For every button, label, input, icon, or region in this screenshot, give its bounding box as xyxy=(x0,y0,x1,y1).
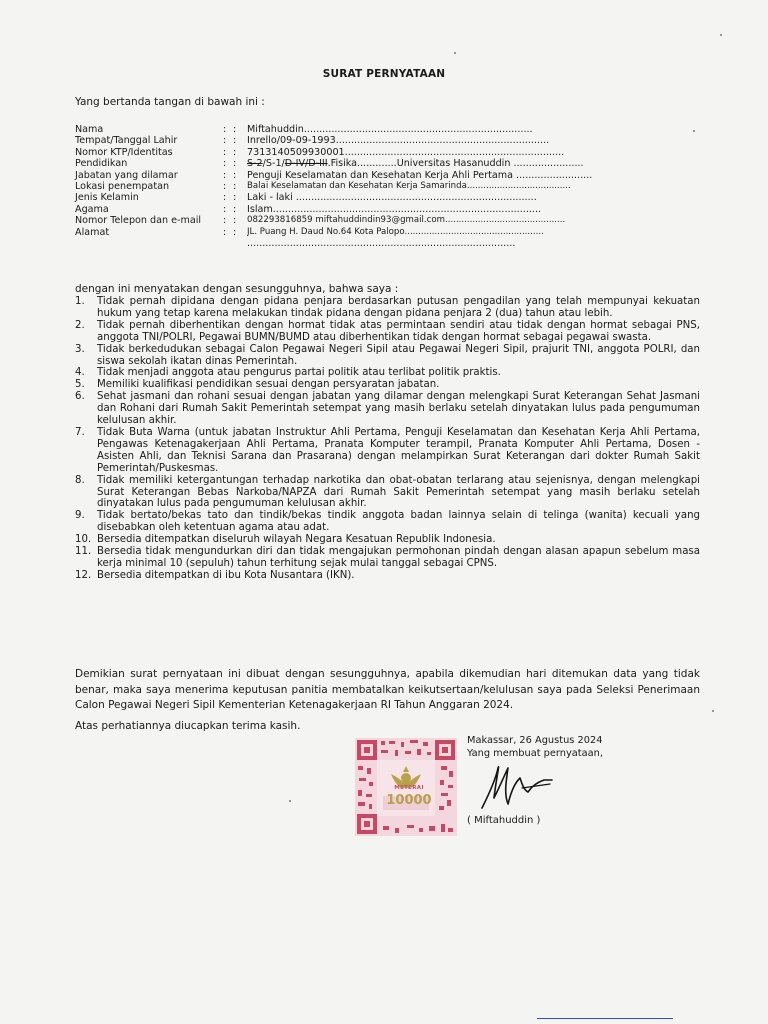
statement-intro: dengan ini menyatakan dengan sesungguhnya, bahwa saya : xyxy=(75,283,399,295)
colon-separator: : xyxy=(233,169,237,181)
maker-label: Yang membuat pernyataan, xyxy=(467,747,603,759)
statement-number: 10. xyxy=(75,534,92,546)
identity-row xyxy=(75,192,695,203)
statement-item xyxy=(75,534,700,546)
statement-text: Tidak pernah diberhentikan dengan hormat tidak atas permintaan sendiri atau tidak dengan hormat sebagai PNS, anggota TNI/POLRI, Pegawai BUMN/BUMD atau diberhentikan tidak dengan hormat sebagai pegawai swasta. xyxy=(97,319,700,343)
statement-number: 7. xyxy=(75,426,85,438)
statement-item xyxy=(75,320,700,344)
identity-value: Balai Keselamatan dan Kesehatan Kerja Samarinda...................................... xyxy=(247,180,571,191)
identity-label: Jabatan yang dilamar xyxy=(75,169,178,181)
identity-label: Pendidikan xyxy=(75,158,128,170)
identity-value: JL. Puang H. Daud No.64 Kota Palopo................................................... xyxy=(247,226,544,237)
statement-number: 2. xyxy=(75,319,85,331)
statement-text: Bersedia ditempatkan di ibu Kota Nusantara (IKN). xyxy=(97,569,355,581)
colon-separator: : xyxy=(223,192,227,204)
colon-separator: : xyxy=(223,203,227,215)
identity-row xyxy=(75,158,695,169)
statement-number: 9. xyxy=(75,510,85,522)
identity-row xyxy=(75,181,695,192)
signer-name: ( Miftahuddin ) xyxy=(467,815,541,826)
scan-speck xyxy=(454,52,456,54)
scan-speck xyxy=(289,800,291,802)
identity-value: Inrello/09-09-1993...................................................................... xyxy=(247,135,550,147)
colon-separator: : xyxy=(223,146,227,158)
statement-text: Tidak bertato/bekas tato dan tindik/bekas tindik anggota badan lainnya selain di telinga (wanita) kecuali yang disebabkan oleh ketentuan agama atau adat. xyxy=(97,510,700,534)
colon-separator: : xyxy=(223,215,227,227)
identity-label: Alamat xyxy=(75,226,110,238)
identity-label: Tempat/Tanggal Lahir xyxy=(75,135,178,147)
identity-value: Penguji Keselamatan dan Kesehatan Kerja Ahli Pertama ......................... xyxy=(247,169,593,181)
identity-value: Laki - laki ............................................................................... xyxy=(247,192,537,204)
intro-text: Yang bertanda tangan di bawah ini : xyxy=(75,96,265,108)
colon-separator: : xyxy=(233,135,237,147)
identity-row xyxy=(75,147,695,158)
statement-text: Sehat jasmani dan rohani sesuai dengan jabatan yang dilamar dengan melengkapi Surat Keterangan Sehat Jasmani dan Rohani dari Rumah Sakit Pemerintah setempat yang masih berlaku setelah dinyatakan lulus pada pengumuman kelulusan akhir. xyxy=(97,391,700,427)
identity-value: ........................................................................................ xyxy=(247,237,516,249)
identity-label: Nomor Telepon dan e-mail xyxy=(75,215,202,227)
document-title: SURAT PERNYATAAN xyxy=(322,68,446,80)
statement-text: Tidak pernah dipidana dengan pidana penjara berdasarkan putusan pengadilan yang telah mempunyai kekuatan hukum yang tetap karena melakukan tindak pidana dengan pidana penjara 2 (dua) tahun atau lebih. xyxy=(97,296,700,319)
statement-text: Bersedia ditempatkan diseluruh wilayah Negara Kesatuan Republik Indonesia. xyxy=(97,534,496,546)
identity-row xyxy=(75,204,695,215)
thanks-text: Atas perhatiannya diucapkan terima kasih. xyxy=(75,720,301,732)
statement-item xyxy=(75,546,700,570)
struck-option: D-IV/D-III xyxy=(284,158,328,170)
statement-item xyxy=(75,391,700,427)
statement-number: 1. xyxy=(75,296,85,307)
statement-number: 3. xyxy=(75,343,85,355)
colon-separator: : xyxy=(223,135,227,147)
statement-item xyxy=(75,475,700,511)
colon-separator xyxy=(223,238,233,249)
colon-separator: : xyxy=(233,146,237,158)
colon-separator: : xyxy=(233,203,237,215)
statement-number: 6. xyxy=(75,391,85,403)
statement-number: 12. xyxy=(75,569,92,581)
identity-block xyxy=(75,124,695,249)
identity-value: Miftahuddin........................................................................... xyxy=(247,124,533,135)
identity-row xyxy=(75,215,695,226)
stamp-label: METERAI xyxy=(394,785,424,791)
signature-icon xyxy=(478,758,558,813)
identity-row xyxy=(75,227,695,238)
statement-item xyxy=(75,296,700,320)
statement-item xyxy=(75,344,700,368)
scan-link-underline xyxy=(537,1018,673,1019)
stamp-amount: 10000 xyxy=(386,793,432,808)
scan-speck xyxy=(693,130,695,132)
colon-separator: : xyxy=(233,226,237,238)
identity-label: Nama xyxy=(75,124,104,135)
identity-row xyxy=(75,170,695,181)
colon-separator: : xyxy=(233,215,237,227)
colon-separator: : xyxy=(233,158,237,170)
statement-text: Bersedia tidak mengundurkan diri dan tidak mengajukan permohonan pindah dengan alasan apapun sebelum masa kerja minimal 10 (sepuluh) tahun terhitung sejak mulai tanggal sebagai CPNS. xyxy=(97,546,700,569)
identity-label: Jenis Kelamin xyxy=(75,192,139,204)
identity-row xyxy=(75,135,695,146)
statement-item xyxy=(75,570,700,582)
statement-list xyxy=(75,296,700,582)
colon-separator: : xyxy=(233,180,237,192)
identity-value: 082293816859 miftahuddindin93@gmail.com............................................ xyxy=(247,215,566,226)
statement-item xyxy=(75,367,700,379)
struck-option: S-2 xyxy=(247,158,263,170)
statement-item xyxy=(75,427,700,475)
statement-number: 8. xyxy=(75,474,85,486)
statement-item xyxy=(75,510,700,534)
scan-speck xyxy=(720,34,722,36)
statement-text: Tidak memiliki ketergantungan terhadap narkotika dan obat-obatan terlarang atau sejenisnya, dengan melengkapi Surat Keterangan Bebas Narkoba/NAPZA dari Rumah Sakit Pemerintah setempat yang masih berlaku setelah dinyatakan lulus pada pengumuman kelulusan akhir. xyxy=(97,474,700,510)
scan-speck xyxy=(712,710,714,712)
statement-text: Tidak Buta Warna (untuk jabatan Instruktur Ahli Pertama, Penguji Keselamatan dan Kesehatan Kerja Ahli Pertama, Pengawas Ketenagakerjaan Ahli Pertama, Pranata Komputer terampil, Pranata Komputer Ahli Pertama, Dosen - Asisten Ahli, dan Teknisi Sarana dan Prasarana) dengan melampirkan Surat Keterangan dari dokter Rumah Sakit Pemerintah/Puskesmas. xyxy=(97,426,700,474)
place-date: Makassar, 26 Agustus 2024 xyxy=(467,735,603,746)
statement-number: 4. xyxy=(75,367,85,379)
colon-separator xyxy=(233,238,247,249)
identity-value: 7313140509930001........................................................................ xyxy=(247,146,565,158)
signature-header xyxy=(467,735,603,760)
colon-separator: : xyxy=(223,226,227,238)
colon-separator: : xyxy=(233,124,237,135)
identity-value: S-2/S-1/D-IV/D-III.Fisika.............Universitas Hasanuddin ....................... xyxy=(247,158,584,170)
colon-separator: : xyxy=(233,192,237,204)
colon-separator: : xyxy=(223,169,227,181)
statement-number: 11. xyxy=(75,546,92,558)
identity-row xyxy=(75,124,695,135)
statement-item xyxy=(75,379,700,391)
colon-separator: : xyxy=(223,158,227,170)
identity-label: Agama xyxy=(75,203,109,215)
colon-separator: : xyxy=(223,124,227,135)
identity-row xyxy=(75,238,695,249)
statement-text: Tidak berkedudukan sebagai Calon Pegawai Negeri Sipil atau Pegawai Negeri Sipil, prajurit TNI, anggota POLRI, dan siswa sekolah ikatan dinas Pemerintah. xyxy=(97,343,700,367)
colon-separator: : xyxy=(223,180,227,192)
closing-paragraph: Demikian surat pernyataan ini dibuat dengan sesungguhnya, apabila dikemudian hari ditemukan data yang tidak benar, maka saya menerima keputusan panitia membatalkan keikutsertaan/kelulusan saya pada Seleksi Penerimaan Calon Pegawai Negeri Sipil Kementerian Ketenagakerjaan RI Tahun Anggaran 2024. xyxy=(75,668,700,712)
identity-label xyxy=(75,238,223,249)
identity-label: Nomor KTP/Identitas xyxy=(75,146,173,158)
statement-text: Memiliki kualifikasi pendidikan sesuai dengan persyaratan jabatan. xyxy=(97,379,440,391)
statement-number: 5. xyxy=(75,379,85,391)
identity-value: Islam........................................................................................ xyxy=(247,203,542,215)
statement-text: Tidak menjadi anggota atau pengurus partai politik atau terlibat politik praktis. xyxy=(97,367,501,379)
identity-label: Lokasi penempatan xyxy=(75,180,170,192)
